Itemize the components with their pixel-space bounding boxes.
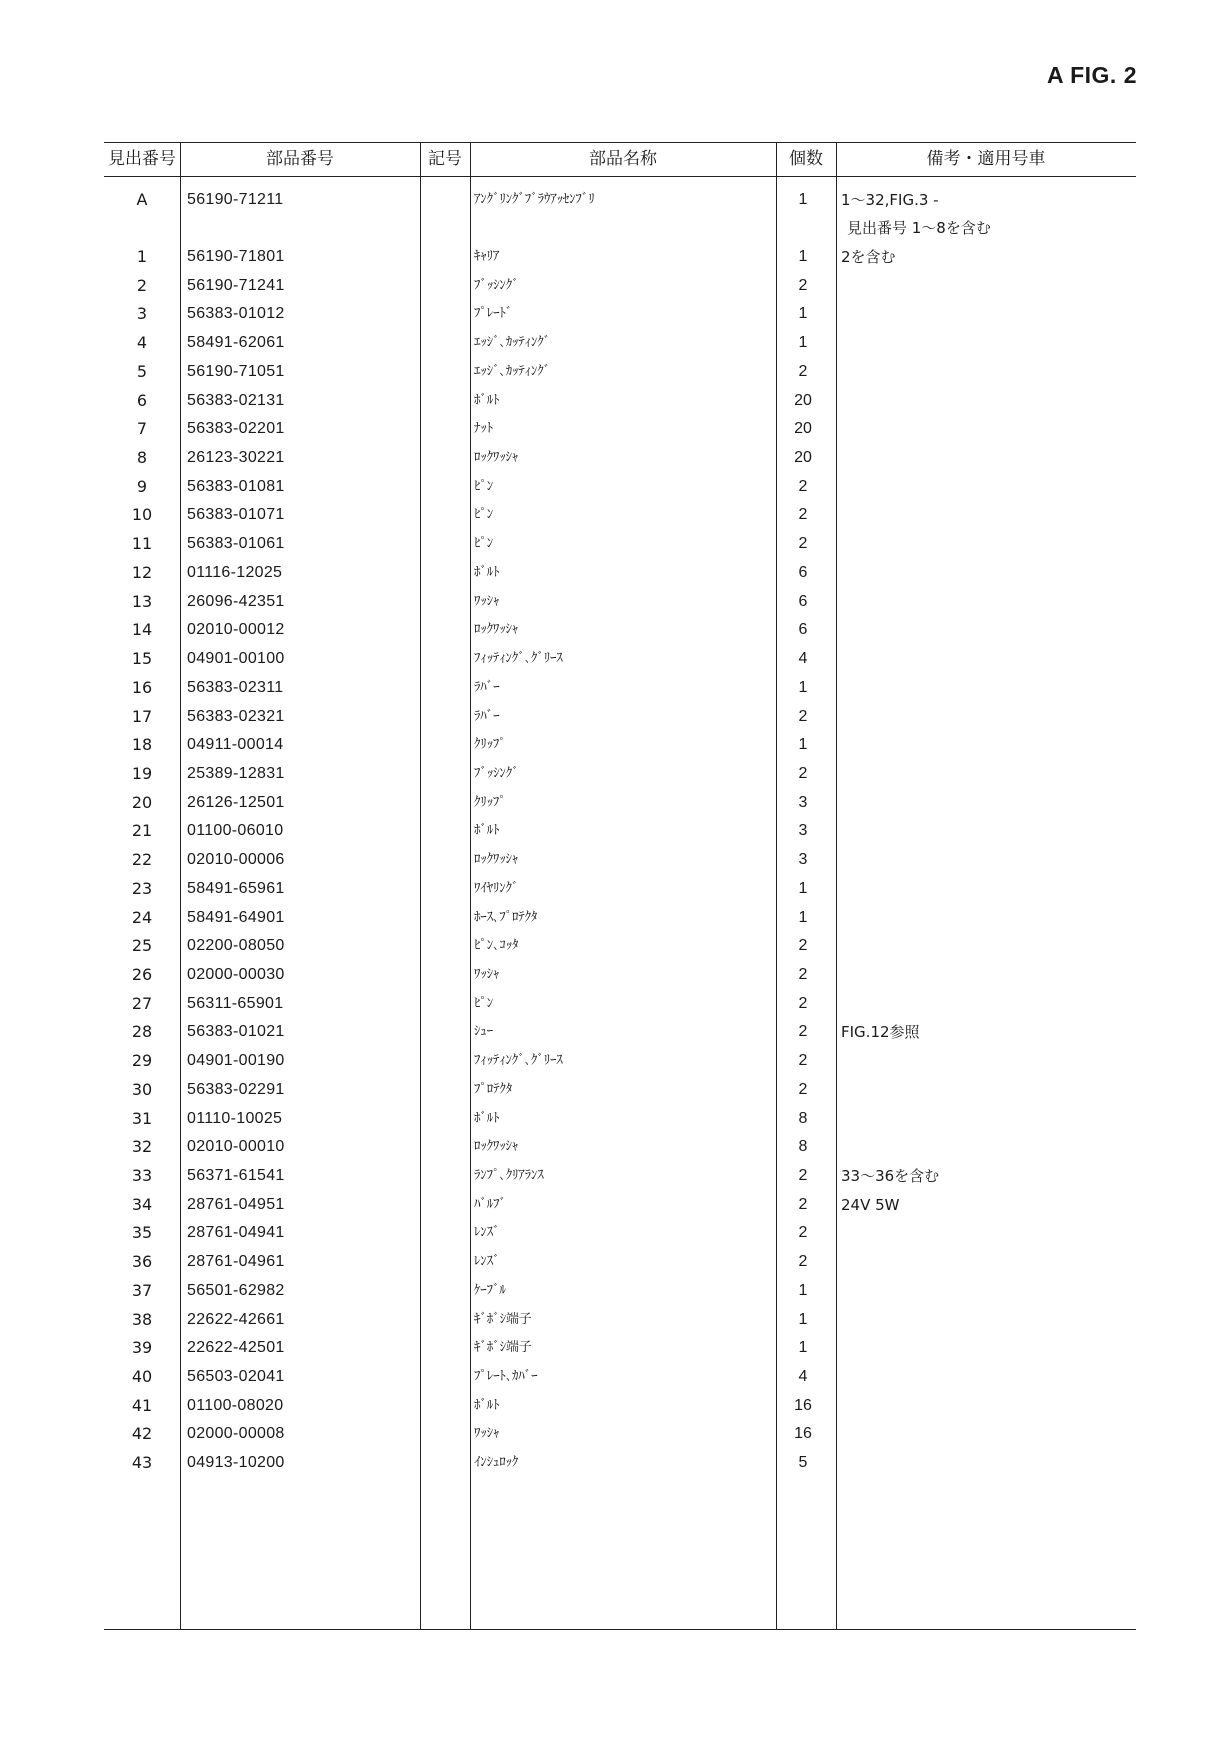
table-row xyxy=(104,645,1136,674)
part-name-cell: ｸﾘｯﾌﾟ xyxy=(474,737,506,753)
ref-number-cell: 27 xyxy=(131,993,153,1013)
ref-number-cell: 37 xyxy=(131,1280,153,1300)
part-name-cell: ﾋﾟﾝ､ｺｯﾀ xyxy=(474,938,519,954)
part-number-cell: 56190-71801 xyxy=(187,248,285,265)
table-row xyxy=(104,559,1136,588)
ref-number-cell: 21 xyxy=(131,821,153,841)
part-number-cell: 02000-00008 xyxy=(187,1425,285,1443)
ref-number-cell: 9 xyxy=(136,476,148,496)
part-number-cell: 02010-00010 xyxy=(187,1138,285,1156)
quantity-cell: 2 xyxy=(798,477,808,495)
quantity-cell: 6 xyxy=(798,563,808,581)
quantity-cell: 1 xyxy=(798,334,808,352)
part-number-cell: 02010-00012 xyxy=(187,621,285,639)
part-name-cell: ﾎﾞﾙﾄ xyxy=(474,392,500,408)
part-number-cell: 56371-61541 xyxy=(187,1167,285,1184)
quantity-cell: 2 xyxy=(798,1195,808,1213)
quantity-cell: 2 xyxy=(798,1167,808,1184)
table-row xyxy=(104,415,1136,444)
remarks-cell: FIG.12参照 xyxy=(841,1023,920,1042)
quantity-cell: 2 xyxy=(798,1224,808,1242)
table-header xyxy=(104,142,1136,176)
quantity-cell: 2 xyxy=(798,764,808,782)
part-number-cell: 26126-12501 xyxy=(187,793,285,811)
part-name-cell: ﾎﾞﾙﾄ xyxy=(474,823,500,839)
ref-number-cell: 40 xyxy=(131,1367,153,1387)
part-number-cell: 56383-02131 xyxy=(187,391,285,409)
ref-number-cell: 29 xyxy=(131,1051,153,1071)
header-part-number: 部品番号 xyxy=(266,149,334,169)
part-name-cell: ﾌﾞｯｼﾝｸﾞ xyxy=(474,277,519,293)
ref-number-cell: 42 xyxy=(131,1424,153,1444)
part-name-cell: ﾛｯｸﾜｯｼｬ xyxy=(474,450,519,466)
ref-number-cell: 1 xyxy=(136,247,148,266)
part-number-cell: 04901-00190 xyxy=(187,1052,285,1070)
part-number-cell: 02200-08050 xyxy=(187,937,285,955)
part-number-cell: 56190-71211 xyxy=(187,191,284,208)
part-number-cell: 56190-71051 xyxy=(187,362,285,380)
part-number-cell: 56383-02311 xyxy=(187,678,284,696)
part-name-cell: ﾎﾞﾙﾄ xyxy=(474,1397,500,1413)
ref-number-cell: 28 xyxy=(131,1022,153,1042)
part-number-cell: 56501-62982 xyxy=(187,1281,285,1299)
part-name-cell: ﾜｯｼｬ xyxy=(474,593,500,609)
part-number-cell: 04913-10200 xyxy=(187,1454,285,1472)
table-row xyxy=(104,817,1136,846)
part-number-cell: 01100-08020 xyxy=(187,1396,284,1414)
part-name-cell: ﾊﾞﾙﾌﾞ xyxy=(474,1196,506,1212)
quantity-cell: 1 xyxy=(798,678,808,696)
part-number-cell: 28761-04961 xyxy=(187,1253,285,1271)
ref-number-cell: 19 xyxy=(131,763,153,783)
part-name-cell: ｷﾞﾎﾞｼ端子 xyxy=(474,1311,532,1327)
part-number-cell: 01116-12025 xyxy=(187,563,283,581)
quantity-cell: 8 xyxy=(798,1138,808,1156)
part-number-cell: 56383-02291 xyxy=(187,1080,285,1098)
remarks-cell: 33～36を含む xyxy=(841,1167,940,1185)
ref-number-cell: 43 xyxy=(131,1453,153,1473)
part-number-cell: 04911-00014 xyxy=(187,736,284,754)
table-row xyxy=(104,1191,1136,1220)
ref-number-cell: 6 xyxy=(136,390,148,410)
remarks-cell: 24V 5W xyxy=(841,1195,900,1214)
table-row xyxy=(104,1162,1136,1191)
quantity-cell: 2 xyxy=(798,1253,808,1271)
ref-number-cell: 7 xyxy=(136,419,148,439)
ref-number-cell: 26 xyxy=(131,964,153,984)
header-ref-number: 見出番号 xyxy=(108,149,176,169)
quantity-cell: 1 xyxy=(798,908,808,926)
table-row xyxy=(104,760,1136,789)
quantity-cell: 1 xyxy=(798,879,808,897)
ref-number-cell: 39 xyxy=(131,1338,153,1358)
ref-number-cell: 15 xyxy=(131,649,153,669)
part-name-cell: ﾎﾞﾙﾄ xyxy=(474,564,500,580)
ref-number-cell: 17 xyxy=(131,706,153,726)
table-row xyxy=(104,387,1136,416)
ref-number-cell: 5 xyxy=(136,361,148,381)
part-number-cell: 25389-12831 xyxy=(187,764,285,782)
table-row xyxy=(104,731,1136,760)
table-row xyxy=(104,1334,1136,1363)
part-name-cell: ﾋﾟﾝ xyxy=(474,507,494,523)
table-row xyxy=(104,616,1136,645)
table-body xyxy=(104,186,1136,1478)
part-number-cell: 01100-06010 xyxy=(187,822,284,840)
quantity-cell: 2 xyxy=(798,1052,808,1070)
table-row xyxy=(104,1248,1136,1277)
quantity-cell: 2 xyxy=(798,965,808,983)
ref-number-cell: 24 xyxy=(131,907,153,927)
remarks-cell: 2を含む xyxy=(841,248,896,266)
part-name-cell: ﾜｯｼｬ xyxy=(474,966,500,982)
quantity-cell: 3 xyxy=(798,822,808,840)
ref-number-cell: 10 xyxy=(131,505,153,525)
ref-number-cell: 36 xyxy=(131,1252,153,1272)
part-number-cell: 01110-10025 xyxy=(187,1109,283,1127)
quantity-cell: 20 xyxy=(794,391,812,409)
part-number-cell: 56190-71241 xyxy=(187,276,285,294)
quantity-cell: 4 xyxy=(798,650,808,668)
table-row xyxy=(104,530,1136,559)
part-name-cell: ﾜｲﾔﾘﾝｸﾞ xyxy=(474,880,519,896)
table-row xyxy=(104,473,1136,502)
part-name-cell: ﾌﾟﾚｰﾄﾞ xyxy=(474,306,513,322)
quantity-cell: 20 xyxy=(794,420,812,438)
table-row xyxy=(104,789,1136,818)
part-number-cell: 56383-02321 xyxy=(187,707,285,725)
table-row xyxy=(104,1219,1136,1248)
table-row xyxy=(104,875,1136,904)
table-row xyxy=(104,300,1136,329)
part-name-cell: ﾚﾝｽﾞ xyxy=(474,1254,500,1270)
table-row xyxy=(104,674,1136,703)
quantity-cell: 2 xyxy=(798,1023,808,1041)
ref-number-cell: 3 xyxy=(136,304,148,324)
ref-number-cell: 13 xyxy=(131,591,153,611)
ref-number-cell: A xyxy=(136,190,148,209)
ref-number-cell: 22 xyxy=(131,850,153,870)
ref-number-cell: 2 xyxy=(136,275,148,295)
part-name-cell: ｹｰﾌﾞﾙ xyxy=(474,1282,506,1298)
ref-number-cell: 18 xyxy=(131,735,153,755)
table-row xyxy=(104,1105,1136,1134)
ref-number-cell: 14 xyxy=(131,620,153,640)
quantity-cell: 3 xyxy=(798,793,808,811)
ref-number-cell: 11 xyxy=(131,534,153,554)
ref-number-cell: 30 xyxy=(131,1079,153,1099)
table-row xyxy=(104,444,1136,473)
part-name-cell: ﾗﾝﾌﾟ､ｸﾘｱﾗﾝｽ xyxy=(474,1168,544,1183)
part-name-cell: ﾚﾝｽﾞ xyxy=(474,1225,500,1241)
ref-number-cell: 12 xyxy=(131,562,153,582)
part-name-cell: ｱﾝｸﾞﾘﾝｸﾞﾌﾞﾗｳｱｯｾﾝﾌﾞﾘ xyxy=(474,192,595,207)
part-number-cell: 28761-04941 xyxy=(187,1224,285,1242)
table-row xyxy=(104,703,1136,732)
ref-number-cell: 32 xyxy=(131,1137,153,1157)
ref-number-cell: 34 xyxy=(131,1194,153,1214)
table-row xyxy=(104,1047,1136,1076)
quantity-cell: 2 xyxy=(798,994,808,1012)
quantity-cell: 1 xyxy=(798,305,808,323)
ref-number-cell: 23 xyxy=(131,878,153,898)
ref-number-cell: 8 xyxy=(136,448,148,468)
part-name-cell: ﾎﾞﾙﾄ xyxy=(474,1110,500,1126)
table-row xyxy=(104,358,1136,387)
part-number-cell: 58491-64901 xyxy=(187,908,285,926)
part-number-cell: 28761-04951 xyxy=(187,1195,285,1213)
table-row xyxy=(104,961,1136,990)
part-number-cell: 56383-01071 xyxy=(187,506,285,524)
ref-number-cell: 41 xyxy=(131,1395,153,1415)
table-row xyxy=(104,272,1136,301)
table-row xyxy=(104,1420,1136,1449)
part-number-cell: 56383-01061 xyxy=(187,535,285,553)
table-row xyxy=(104,1306,1136,1335)
part-name-cell: ｲﾝｼｭﾛｯｸ xyxy=(474,1455,519,1471)
quantity-cell: 1 xyxy=(798,1339,808,1357)
table-row xyxy=(104,243,1136,272)
part-name-cell: ｷｬﾘｱ xyxy=(474,249,500,264)
ref-number-cell: 20 xyxy=(131,792,153,812)
part-number-cell: 56311-65901 xyxy=(187,994,284,1012)
quantity-cell: 2 xyxy=(798,506,808,524)
figure-label: A FIG. 2 xyxy=(1046,62,1137,88)
header-part-name: 部品名称 xyxy=(589,149,657,169)
part-number-cell: 56503-02041 xyxy=(187,1368,285,1386)
quantity-cell: 2 xyxy=(798,707,808,725)
quantity-cell: 1 xyxy=(798,248,808,265)
quantity-cell: 3 xyxy=(798,851,808,869)
part-name-cell: ｴｯｼﾞ､ｶｯﾃｨﾝｸﾞ xyxy=(474,363,551,379)
table-row xyxy=(104,329,1136,358)
part-name-cell: ｼｭｰ xyxy=(474,1024,493,1040)
part-number-cell: 02010-00006 xyxy=(187,851,285,869)
table-row xyxy=(104,932,1136,961)
part-name-cell: ﾛｯｸﾜｯｼｬ xyxy=(474,852,519,868)
quantity-cell: 1 xyxy=(798,191,808,208)
header-rule xyxy=(104,176,1136,177)
table-row xyxy=(104,1133,1136,1162)
part-number-cell: 26096-42351 xyxy=(187,592,285,610)
part-number-cell: 02000-00030 xyxy=(187,965,285,983)
part-number-cell: 22622-42501 xyxy=(187,1339,285,1357)
ref-number-cell: 38 xyxy=(131,1309,153,1329)
part-number-cell: 56383-01012 xyxy=(187,305,285,323)
quantity-cell: 20 xyxy=(794,449,812,467)
part-name-cell: ﾗﾊﾞｰ xyxy=(474,708,500,724)
part-name-cell: ﾗﾊﾞｰ xyxy=(474,679,500,695)
quantity-cell: 1 xyxy=(798,1281,808,1299)
quantity-cell: 2 xyxy=(798,276,808,294)
ref-number-cell: 25 xyxy=(131,936,153,956)
part-name-cell: ﾅｯﾄ xyxy=(474,421,493,437)
quantity-cell: 16 xyxy=(794,1425,812,1443)
table-bottom-rule xyxy=(104,1629,1136,1630)
quantity-cell: 2 xyxy=(798,535,808,553)
ref-number-cell: 16 xyxy=(131,677,153,697)
part-name-cell: ﾛｯｸﾜｯｼｬ xyxy=(474,1139,519,1155)
parts-table xyxy=(104,142,1136,1630)
table-row xyxy=(104,1392,1136,1421)
ref-number-cell: 33 xyxy=(131,1166,153,1185)
quantity-cell: 6 xyxy=(798,592,808,610)
table-row xyxy=(104,1018,1136,1047)
remarks-cell: 1～32,FIG.3 - xyxy=(841,191,939,209)
part-name-cell: ﾌｨｯﾃｨﾝｸﾞ､ｸﾞﾘｰｽ xyxy=(474,1053,563,1069)
table-row xyxy=(104,1277,1136,1306)
table-row xyxy=(104,990,1136,1019)
part-name-cell: ﾌﾟﾚｰﾄ､ｶﾊﾞｰ xyxy=(474,1369,538,1385)
part-name-cell: ﾋﾟﾝ xyxy=(474,478,494,494)
header-remarks: 備考・適用号車 xyxy=(926,149,1046,169)
part-name-cell: ﾌﾟﾛﾃｸﾀ xyxy=(474,1081,513,1097)
header-symbol: 記号 xyxy=(428,149,462,169)
quantity-cell: 16 xyxy=(794,1396,812,1414)
quantity-cell: 2 xyxy=(798,362,808,380)
part-number-cell: 56383-01081 xyxy=(187,477,285,495)
part-number-cell: 04901-00100 xyxy=(187,650,285,668)
part-name-cell: ｷﾞﾎﾞｼ端子 xyxy=(474,1340,532,1356)
part-name-cell: ﾋﾟﾝ xyxy=(474,536,494,552)
table-row xyxy=(104,186,1136,243)
part-number-cell: 22622-42661 xyxy=(187,1310,285,1328)
ref-number-cell: 4 xyxy=(136,333,148,353)
table-row xyxy=(104,904,1136,933)
part-name-cell: ﾌｨｯﾃｨﾝｸﾞ､ｸﾞﾘｰｽ xyxy=(474,651,563,667)
table-row xyxy=(104,588,1136,617)
part-name-cell: ﾜｯｼｬ xyxy=(474,1426,500,1442)
part-number-cell: 58491-62061 xyxy=(187,334,285,352)
quantity-cell: 1 xyxy=(798,1310,808,1328)
part-number-cell: 56383-02201 xyxy=(187,420,285,438)
part-number-cell: 58491-65961 xyxy=(187,879,285,897)
table-row xyxy=(104,501,1136,530)
remarks-cell-continued: 見出番号 1～8を含む xyxy=(847,219,991,237)
quantity-cell: 8 xyxy=(798,1109,808,1127)
quantity-cell: 6 xyxy=(798,621,808,639)
part-name-cell: ﾎｰｽ､ﾌﾟﾛﾃｸﾀ xyxy=(474,909,538,925)
part-number-cell: 26123-30221 xyxy=(187,449,285,467)
table-row xyxy=(104,1076,1136,1105)
table-row xyxy=(104,1363,1136,1392)
quantity-cell: 2 xyxy=(798,937,808,955)
quantity-cell: 2 xyxy=(798,1080,808,1098)
quantity-cell: 5 xyxy=(798,1454,808,1472)
part-name-cell: ﾋﾟﾝ xyxy=(474,995,494,1011)
quantity-cell: 4 xyxy=(798,1368,808,1386)
part-name-cell: ｴｯｼﾞ､ｶｯﾃｨﾝｸﾞ xyxy=(474,335,551,351)
table-row xyxy=(104,1449,1136,1478)
part-name-cell: ﾌﾞｯｼﾝｸﾞ xyxy=(474,765,519,781)
part-name-cell: ｸﾘｯﾌﾟ xyxy=(474,794,506,810)
header-quantity: 個数 xyxy=(789,149,823,169)
ref-number-cell: 35 xyxy=(131,1223,153,1243)
part-number-cell: 56383-01021 xyxy=(187,1023,285,1041)
table-row xyxy=(104,846,1136,875)
ref-number-cell: 31 xyxy=(131,1108,153,1128)
quantity-cell: 1 xyxy=(798,736,808,754)
part-name-cell: ﾛｯｸﾜｯｼｬ xyxy=(474,622,519,638)
